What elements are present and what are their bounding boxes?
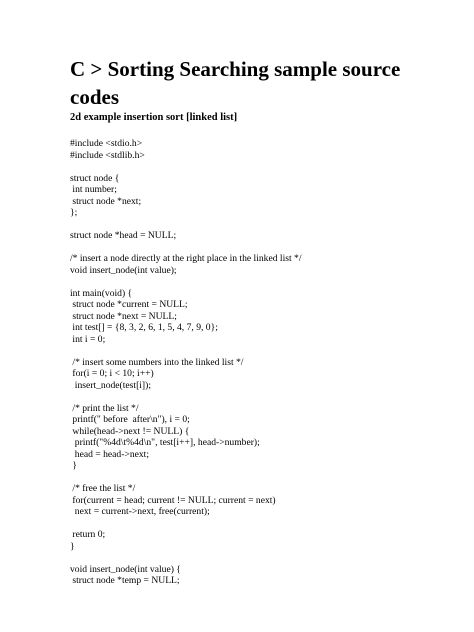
- code-line: int number;: [70, 184, 117, 195]
- document-title: C > Sorting Searching sample source codes: [70, 57, 401, 109]
- code-line: /* print the list */: [70, 402, 139, 414]
- code-line: #include <stdio.h>: [70, 138, 143, 149]
- code-line: head = head->next;: [70, 448, 150, 460]
- code-line: [70, 219, 302, 231]
- code-line: int test[] = {8, 3, 2, 6, 1, 5, 4, 7, 9, 0};: [70, 322, 218, 333]
- code-line: [70, 391, 302, 403]
- code-line: struct node *next;: [70, 195, 142, 207]
- code-line: next = current->next, free(current);: [70, 506, 210, 517]
- code-line: struct node *temp = NULL;: [70, 575, 180, 586]
- code-line: for(current = head; current != NULL; current = next): [70, 494, 276, 506]
- code-line: [70, 161, 302, 173]
- code-line: void insert_node(int value) {: [70, 563, 181, 575]
- code-line: int main(void) {: [70, 287, 133, 299]
- code-line: struct node *head = NULL;: [70, 230, 177, 241]
- code-line: /* free the list */: [70, 483, 136, 494]
- code-line: }: [70, 460, 78, 471]
- code-line: [70, 552, 302, 564]
- code-line: int i = 0;: [70, 333, 106, 345]
- code-line: #include <stdlib.h>: [70, 149, 145, 161]
- code-line: /* insert a node directly at the right place in the linked list */: [70, 253, 302, 264]
- document-subtitle: 2d example insertion sort [linked list]: [70, 112, 238, 123]
- code-line: [70, 518, 302, 530]
- code-line: struct node *current = NULL;: [70, 299, 188, 310]
- code-line: /* insert some numbers into the linked list */: [70, 356, 244, 368]
- code-line: [70, 276, 302, 288]
- code-line: printf(" before after\n"), i = 0;: [70, 414, 190, 425]
- code-line: void insert_node(int value);: [70, 264, 177, 276]
- code-block: [70, 138, 302, 587]
- code-line: insert_node(test[i]);: [70, 379, 151, 391]
- code-line: [70, 472, 302, 484]
- code-line: return 0;: [70, 529, 106, 540]
- code-line: struct node *next = NULL;: [70, 310, 177, 322]
- code-line: [70, 345, 302, 357]
- code-line: printf("%4d\t%4d\n", test[i++], head->number);: [70, 437, 260, 448]
- code-line: }: [70, 540, 75, 552]
- code-line: struct node {: [70, 172, 120, 184]
- code-line: for(i = 0; i < 10; i++): [70, 368, 154, 379]
- code-line: };: [70, 207, 78, 218]
- code-line: while(head->next != NULL) {: [70, 425, 190, 437]
- code-line: [70, 242, 302, 254]
